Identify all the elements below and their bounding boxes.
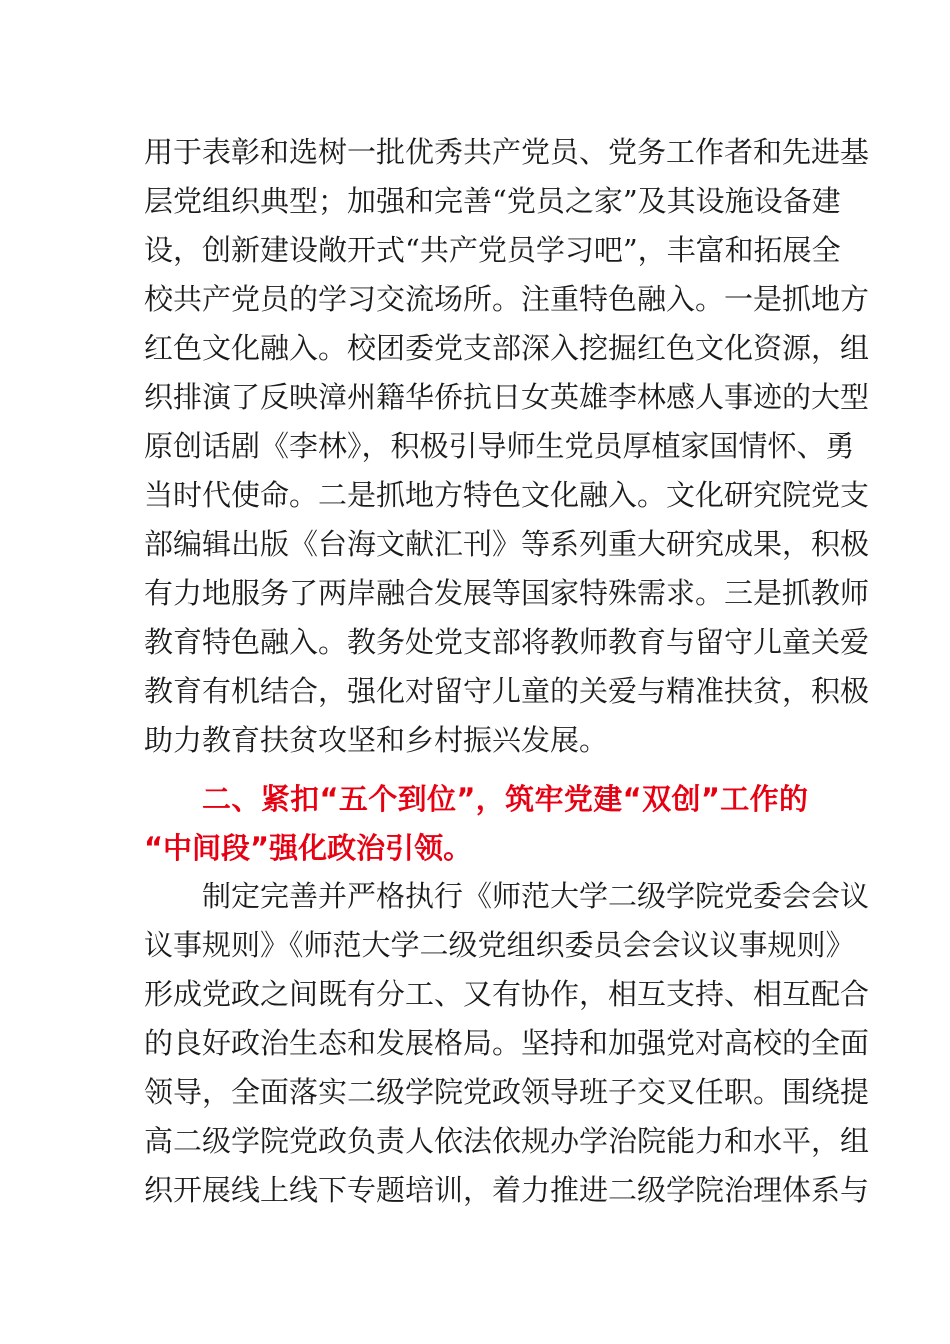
text-line: 部编辑出版《台海文献汇刊》等系列重大研究成果，积极 (144, 527, 870, 561)
text-line: 用于表彰和选树一批优秀共产党员、党务工作者和先进基 (144, 135, 870, 169)
text-line: 助力教育扶贫攻坚和乡村振兴发展。 (144, 723, 609, 757)
text-line: 制定完善并严格执行《师范大学二级学院党委会会议 (202, 879, 870, 913)
text-line: 形成党政之间既有分工、又有协作，相互支持、相互配合 (144, 977, 870, 1011)
text-line: 有力地服务了两岸融合发展等国家特殊需求。三是抓教师 (144, 576, 870, 610)
text-line: 层党组织典型；加强和完善“党员之家”及其设施设备建 (144, 184, 841, 218)
text-line: 织排演了反映漳州籍华侨抗日女英雄李林感人事迹的大型 (144, 380, 870, 414)
text-line: 原创话剧《李林》，积极引导师生党员厚植家国情怀、勇 (144, 429, 855, 463)
text-line: 高二级学院党政负责人依法依规办学治院能力和水平，组 (144, 1124, 870, 1158)
heading-line: “中间段”强化政治引领。 (144, 831, 473, 865)
text-line: 校共产党员的学习交流场所。注重特色融入。一是抓地方 (144, 282, 870, 316)
text-line: 议事规则》《师范大学二级党组织委员会会议议事规则》 (144, 928, 855, 962)
text-line: 设，创新建设敞开式“共产党员学习吧”，丰富和拓展全 (144, 233, 841, 267)
text-line: 教育有机结合，强化对留守儿童的关爱与精准扶贫，积极 (144, 674, 870, 708)
text-line: 教育特色融入。教务处党支部将教师教育与留守儿童关爱 (144, 625, 870, 659)
text-line: 红色文化融入。校团委党支部深入挖掘红色文化资源，组 (144, 331, 870, 365)
text-line: 织开展线上线下专题培训，着力推进二级学院治理体系与 (144, 1173, 870, 1207)
heading-line: 二、紧扣“五个到位”，筑牢党建“双创”工作的 (202, 782, 808, 816)
text-line: 当时代使命。二是抓地方特色文化融入。文化研究院党支 (144, 478, 870, 512)
paragraph-party-rules (144, 872, 870, 1215)
section-heading (144, 775, 808, 873)
paragraph-special-integration (144, 128, 870, 765)
text-line: 领导，全面落实二级学院党政领导班子交叉任职。围绕提 (144, 1075, 870, 1109)
text-line: 的良好政治生态和发展格局。坚持和加强党对高校的全面 (144, 1026, 870, 1060)
